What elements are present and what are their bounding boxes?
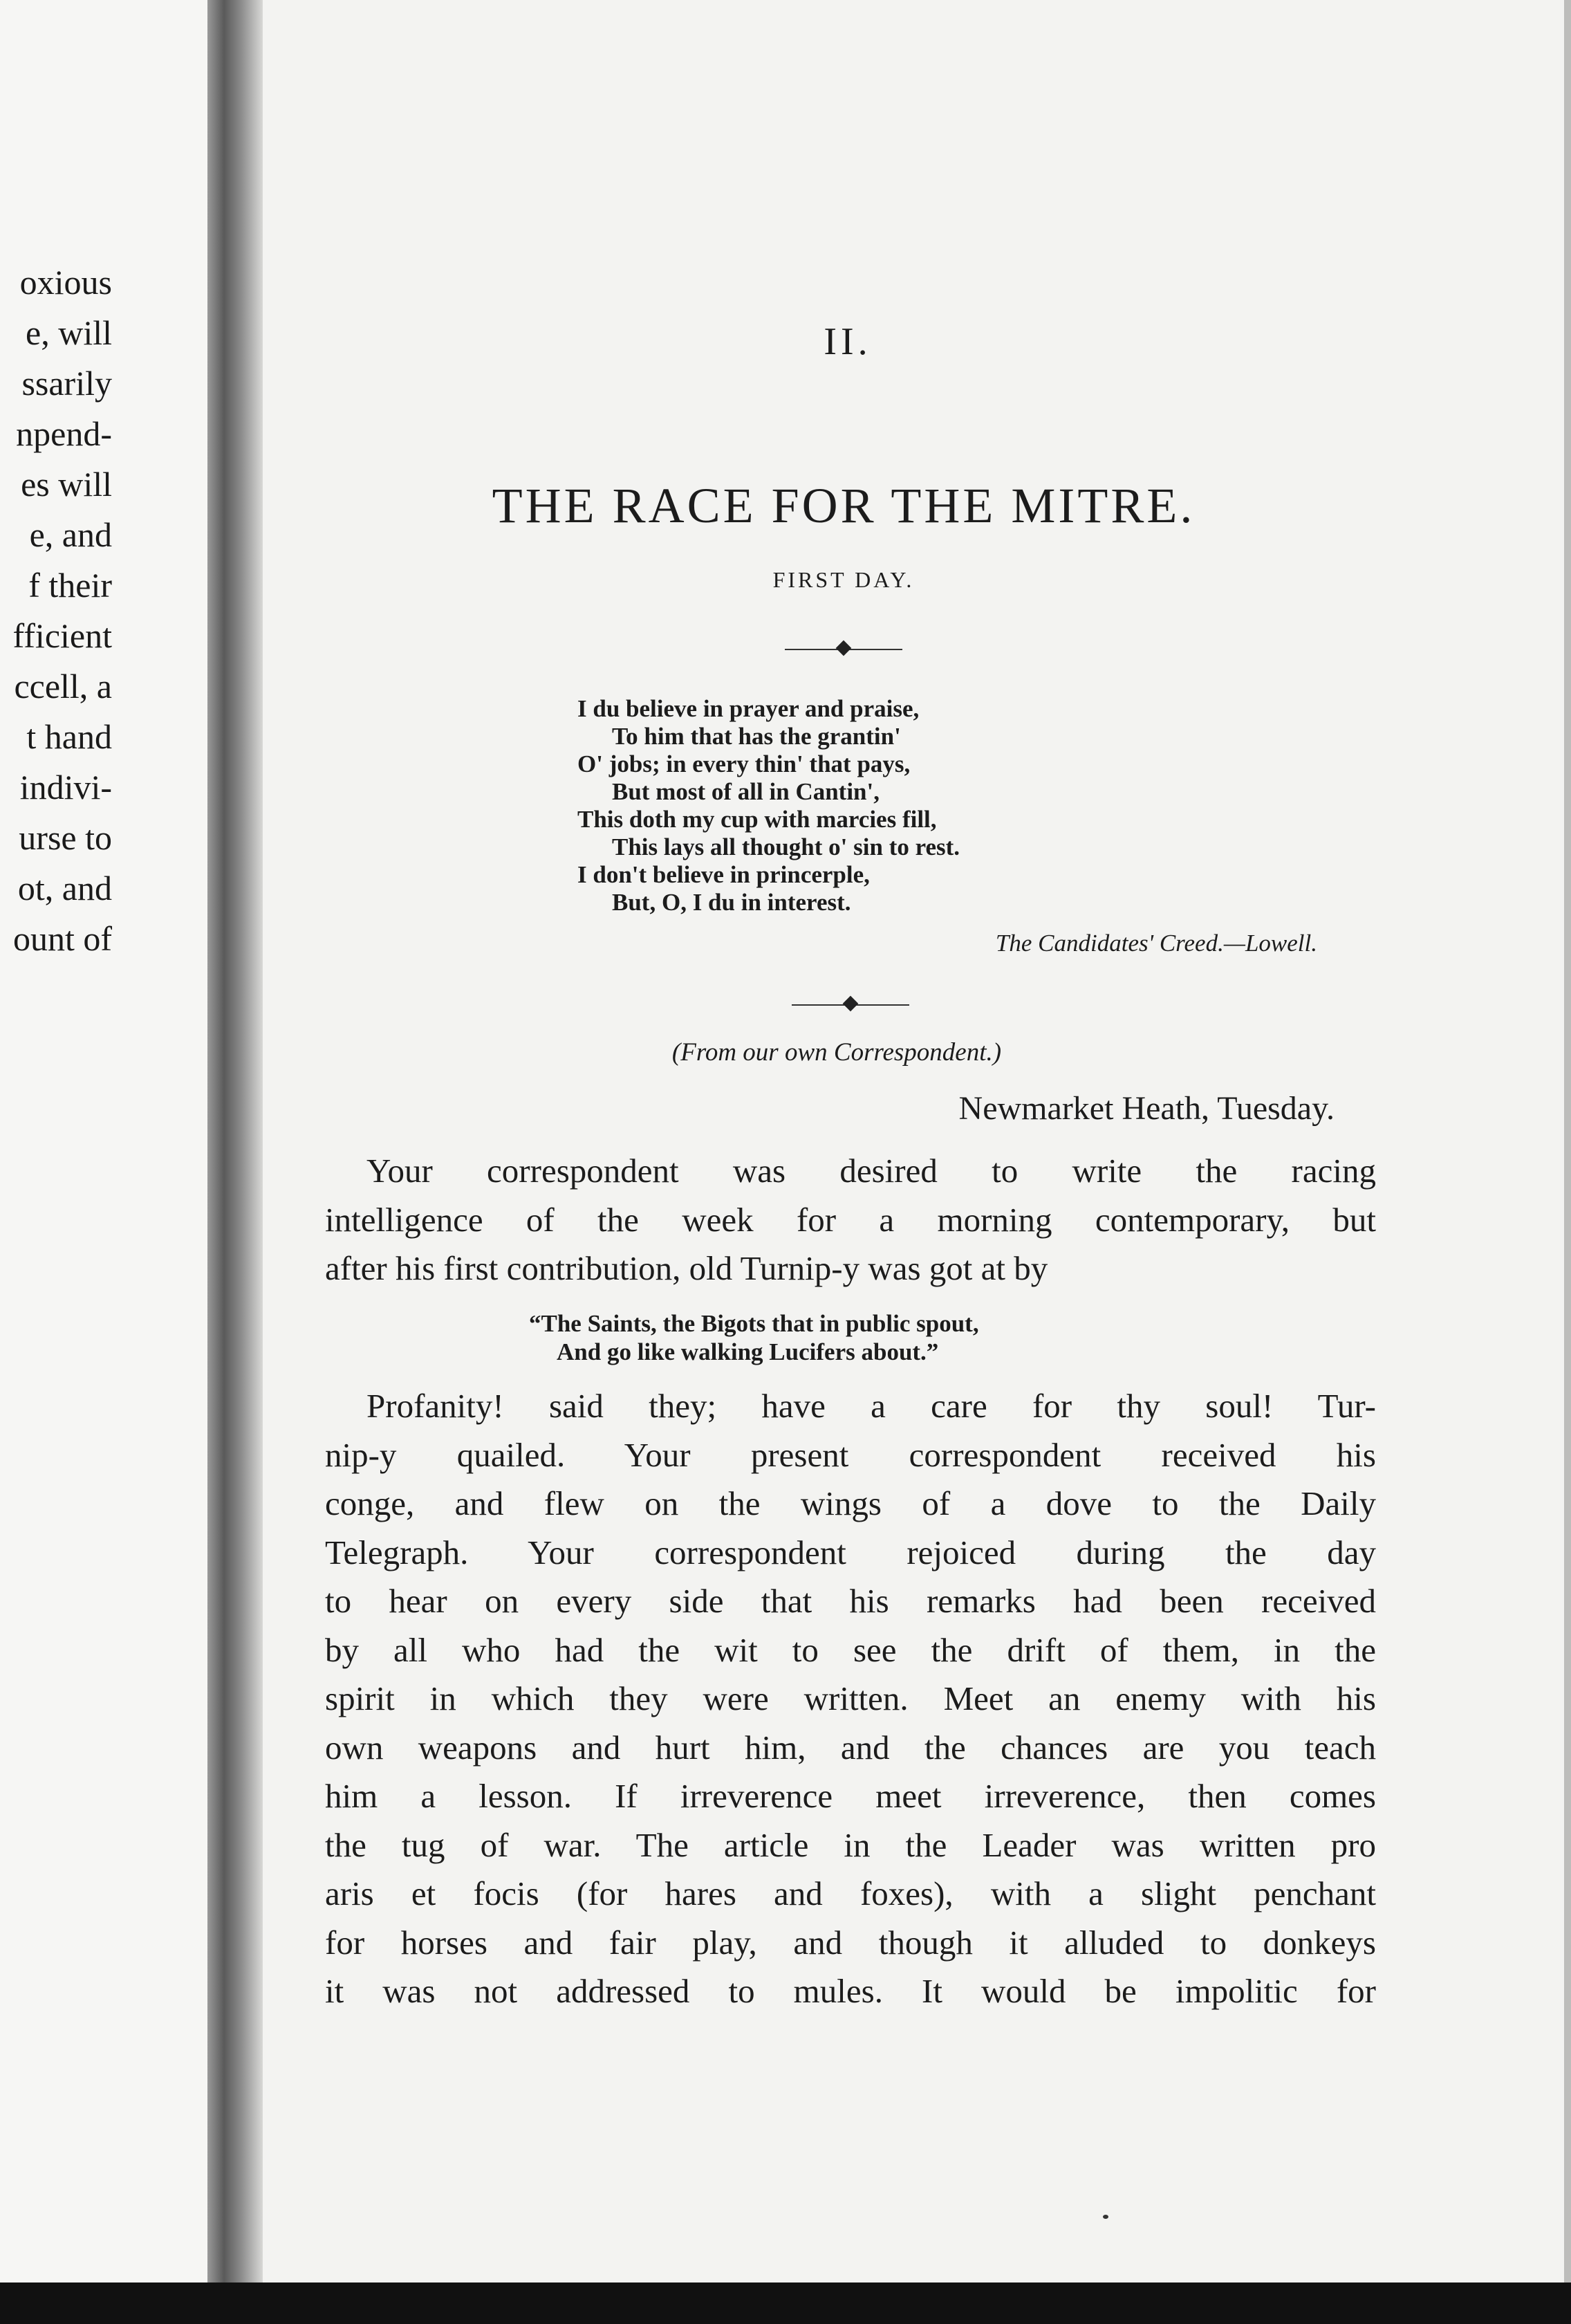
left-page-line: e, and xyxy=(29,515,112,554)
left-page-line: ssarily xyxy=(21,364,112,403)
paper-speck xyxy=(1103,2215,1108,2219)
divider-ornament xyxy=(792,1004,909,1006)
text-line: the tug of war. The article in the Leader was written pro xyxy=(325,1825,1376,1864)
left-page-line: ount of xyxy=(12,919,112,958)
text-line: to hear on every side that his remarks had been received xyxy=(325,1582,1376,1620)
quote-line: And go like walking Lucifers about.” xyxy=(557,1338,939,1365)
left-page-line: npend- xyxy=(16,414,112,453)
correspondent-line: (From our own Correspondent.) xyxy=(671,1038,1002,1067)
diamond-icon xyxy=(843,996,859,1012)
text-line: Your correspondent was desired to write the racing xyxy=(366,1152,1376,1190)
text-line: him a lesson. If irreverence meet irreverence, then comes xyxy=(325,1777,1376,1815)
left-page-line: fficient xyxy=(12,616,112,655)
left-page-line: t hand xyxy=(26,717,112,756)
text-line: after his first contribution, old Turnip-y was got at by xyxy=(325,1249,1048,1287)
dateline: Newmarket Heath, Tuesday. xyxy=(958,1090,1335,1127)
chapter-subtitle: FIRST DAY. xyxy=(772,567,915,592)
verse-line: I don't believe in princerple, xyxy=(577,861,870,888)
paragraph-1 xyxy=(325,1147,1376,1293)
paragraph-2 xyxy=(325,1382,1376,2016)
text-line: Telegraph. Your correspondent rejoiced during the day xyxy=(325,1533,1376,1571)
verse-line: O' jobs; in every thin' that pays, xyxy=(577,750,911,777)
text-line: intelligence of the week for a morning contemporary, but xyxy=(325,1200,1376,1239)
left-page-line: es will xyxy=(21,465,112,504)
text-line: own weapons and hurt him, and the chances are you teach xyxy=(325,1728,1376,1767)
verse-line: To him that has the grantin' xyxy=(612,723,901,750)
left-page-line: ot, and xyxy=(17,869,112,907)
verse-attribution: The Candidates' Creed.—Lowell. xyxy=(995,930,1317,957)
text-line: Profanity! said they; have a care for thy soul! Tur- xyxy=(366,1387,1376,1425)
left-page-line: indivi- xyxy=(19,768,112,806)
text-line: for horses and fair play, and though it alluded to donkeys xyxy=(325,1923,1376,1962)
epigraph-verse xyxy=(577,695,960,916)
quote-line: “The Saints, the Bigots that in public spout, xyxy=(529,1310,979,1337)
text-line: spirit in which they were written. Meet an enemy with his xyxy=(325,1679,1376,1717)
chapter-title: THE RACE FOR THE MITRE. xyxy=(492,478,1196,533)
verse-line: But most of all in Cantin', xyxy=(612,778,880,805)
verse-line: I du believe in prayer and praise, xyxy=(577,695,920,722)
left-page-line: f their xyxy=(28,566,112,605)
text-line: nip-y quailed. Your present correspondent received his xyxy=(325,1435,1376,1474)
diamond-icon xyxy=(836,640,852,656)
chapter-number: II. xyxy=(824,320,872,363)
inline-quotation xyxy=(529,1309,979,1366)
text-line: aris et focis (for hares and foxes), with a slight penchant xyxy=(325,1874,1376,1912)
verse-line: This doth my cup with marcies fill, xyxy=(577,806,937,833)
verse-line: This lays all thought o' sin to rest. xyxy=(612,833,960,860)
divider-ornament xyxy=(785,649,902,650)
verse-line: But, O, I du in interest. xyxy=(612,889,851,916)
text-line: by all who had the wit to see the drift of them, in the xyxy=(325,1630,1376,1669)
left-page-line: e, will xyxy=(26,313,112,352)
scanner-bed-border xyxy=(0,2282,1571,2324)
left-page-line: oxious xyxy=(19,263,112,302)
text-line: conge, and flew on the wings of a dove to the Daily xyxy=(325,1484,1376,1522)
text-line: it was not addressed to mules. It would be impolitic for xyxy=(325,1972,1376,2010)
left-page-line: ccell, a xyxy=(14,667,112,706)
left-page-line: urse to xyxy=(19,818,112,857)
